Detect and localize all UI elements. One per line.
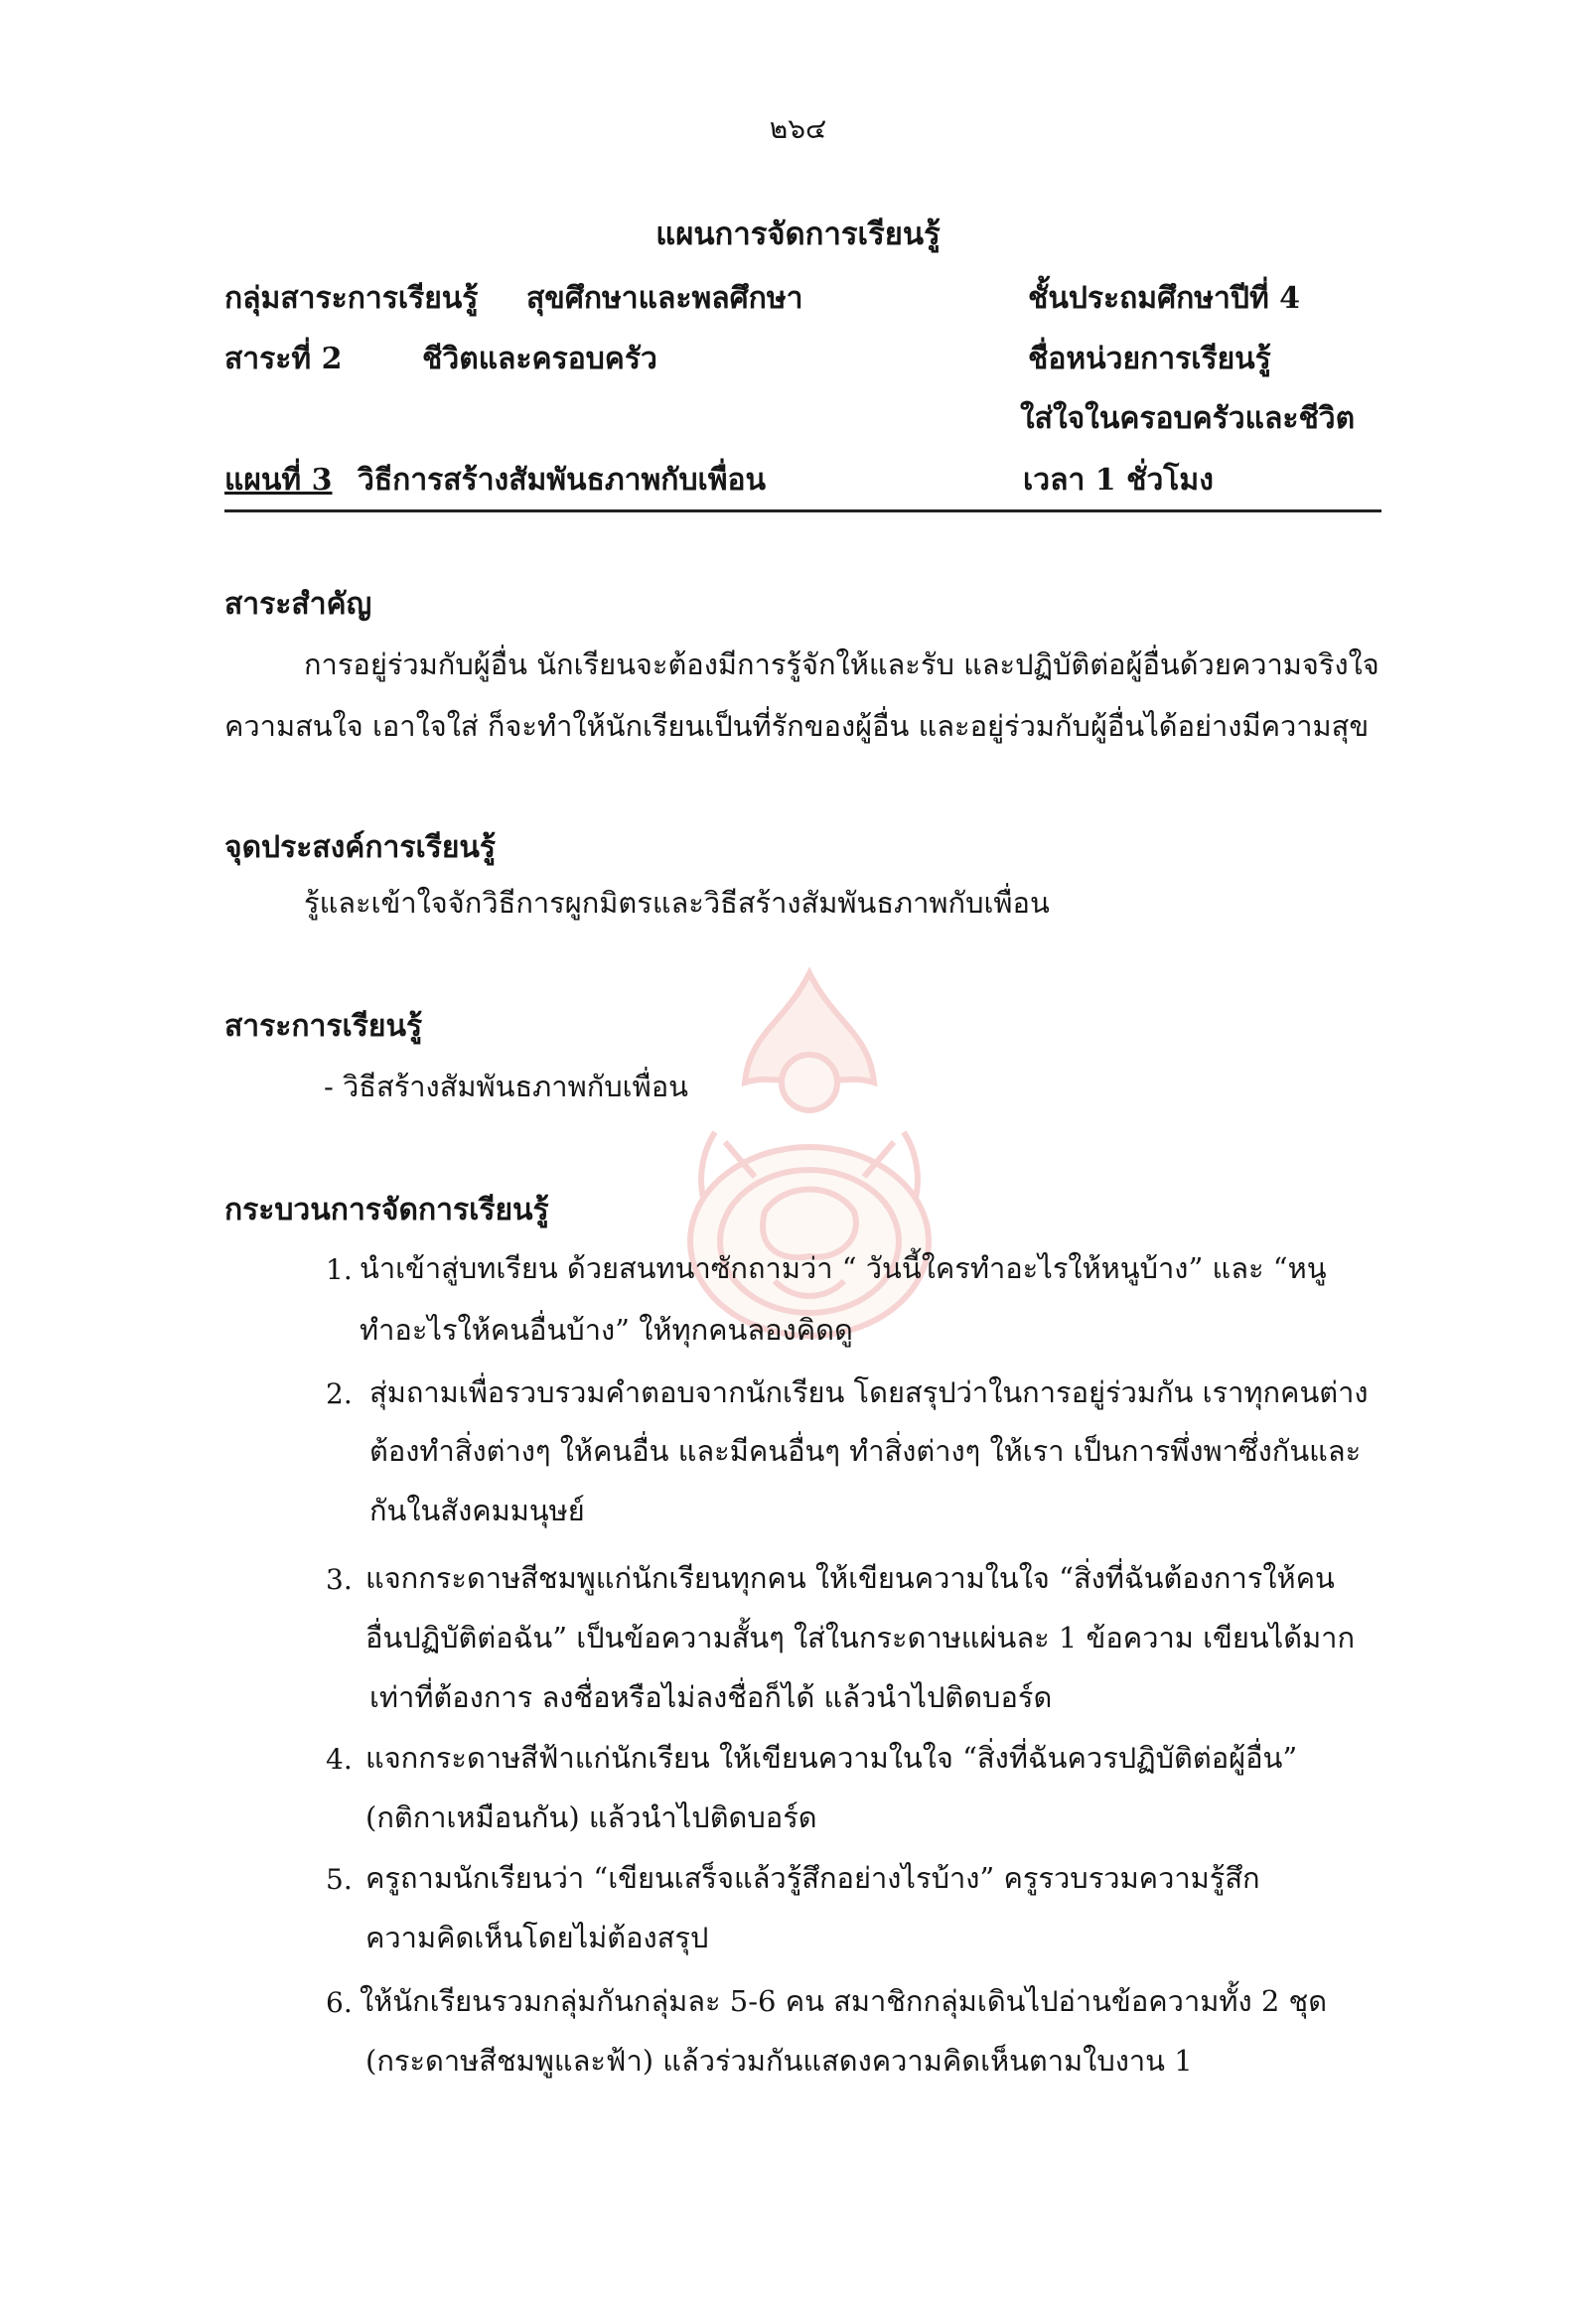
document-title: แผนการจัดการเรียนรู้ (655, 216, 941, 252)
process-heading: กระบวนการจัดการเรียนรู้ (224, 1193, 549, 1227)
objective-heading: จุดประสงค์การเรียนรู้ (224, 830, 497, 865)
step-number: 3. (326, 1563, 353, 1596)
step-line: อื่นปฏิบัติต่อฉัน” เป็นข้อความสั้นๆ ใส่ในกระดาษแผ่นละ 1 ข้อความ เขียนได้มาก (365, 1621, 1356, 1655)
content-heading: สาระการเรียนรู้ (224, 1009, 423, 1044)
page-number: ๒๖๔ (769, 112, 827, 145)
step-line: ทำอะไรให้คนอื่นบ้าง” ให้ทุกคนลองคิดดู (360, 1313, 853, 1347)
step-line: เท่าที่ต้องการ ลงชื่อหรือไม่ลงชื่อก็ได้ แล้วนำไปติดบอร์ด (369, 1680, 1053, 1714)
content-item: - วิธีสร้างสัมพันธภาพกับเพื่อน (324, 1070, 688, 1103)
header-divider (224, 509, 1381, 512)
step-line: (กระดาษสีชมพูและฟ้า) แล้วร่วมกันแสดงความคิดเห็นตามใบงาน 1 (365, 2044, 1193, 2078)
step-number: 6. (326, 1986, 353, 2019)
plan-value: วิธีการสร้างสัมพันธภาพกับเพื่อน (358, 463, 767, 498)
step-line: ความคิดเห็นโดยไม่ต้องสรุป (365, 1921, 709, 1954)
step-line: แจกกระดาษสีฟ้าแก่นักเรียน ให้เขียนความในใจ “สิ่งที่ฉันควรปฏิบัติต่อผู้อื่น” (365, 1741, 1298, 1775)
key-concept-heading: สาระสำคัญ (224, 587, 372, 622)
step-line: ต้องทำสิ่งต่างๆ ให้คนอื่น และมีคนอื่นๆ ทำสิ่งต่างๆ ให้เรา เป็นการพึ่งพาซึ่งกันและ (369, 1434, 1362, 1468)
key-concept-line: การอยู่ร่วมกับผู้อื่น นักเรียนจะต้องมีการรู้จักให้และรับ และปฏิบัติต่อผู้อื่นด้วยความจริงใจ (304, 648, 1379, 681)
objective-text: รู้และเข้าใจจักวิธีการผูกมิตรและวิธีสร้างสัมพันธภาพกับเพื่อน (304, 886, 1050, 920)
plan-label: แผนที่ 3 (224, 463, 333, 498)
duration: เวลา 1 ชั่วโมง (1023, 463, 1214, 498)
subject-group-value: สุขศึกษาและพลศึกษา (526, 281, 803, 316)
unit-value: ใส่ใจในครอบครัวและชีวิต (1020, 401, 1356, 436)
subject-group-label: กลุ่มสาระการเรียนรู้ (224, 281, 479, 316)
step-line: กันในสังคมมนุษย์ (369, 1494, 585, 1527)
step-number: 1. (326, 1253, 353, 1286)
step-line: สุ่มถามเพื่อรวบรวมคำตอบจากนักเรียน โดยสรุปว่าในการอยู่ร่วมกัน เราทุกคนต่าง (369, 1375, 1369, 1409)
unit-label: ชื่อหน่วยการเรียนรู้ (1028, 342, 1271, 376)
key-concept-line: ความสนใจ เอาใจใส่ ก็จะทำให้นักเรียนเป็นที่รักของผู้อื่น และอยู่ร่วมกับผู้อื่นได้อย่างมีความสุข (224, 709, 1370, 743)
step-line: ให้นักเรียนรวมกลุ่มกันกลุ่มละ 5-6 คน สมาชิกกลุ่มเดินไปอ่านข้อความทั้ง 2 ชุด (360, 1984, 1328, 2018)
step-number: 5. (326, 1863, 353, 1896)
step-line: (กติกาเหมือนกัน) แล้วนำไปติดบอร์ด (365, 1800, 817, 1834)
step-line: นำเข้าสู่บทเรียน ด้วยสนทนาซักถามว่า “ วันนี้ใครทำอะไรให้หนูบ้าง” และ “หนู (360, 1251, 1327, 1285)
step-number: 4. (326, 1743, 353, 1776)
step-line: แจกกระดาษสีชมพูแก่นักเรียนทุกคน ให้เขียนความในใจ “สิ่งที่ฉันต้องการให้คน (365, 1561, 1335, 1595)
grade-level: ชั้นประถมศึกษาปีที่ 4 (1028, 281, 1301, 316)
step-line: ครูถามนักเรียนว่า “เขียนเสร็จแล้วรู้สึกอย่างไรบ้าง” ครูรวบรวมความรู้สึก (365, 1861, 1260, 1895)
step-number: 2. (326, 1377, 353, 1410)
strand-label: สาระที่ 2 (224, 342, 343, 376)
strand-value: ชีวิตและครอบครัว (422, 342, 657, 376)
